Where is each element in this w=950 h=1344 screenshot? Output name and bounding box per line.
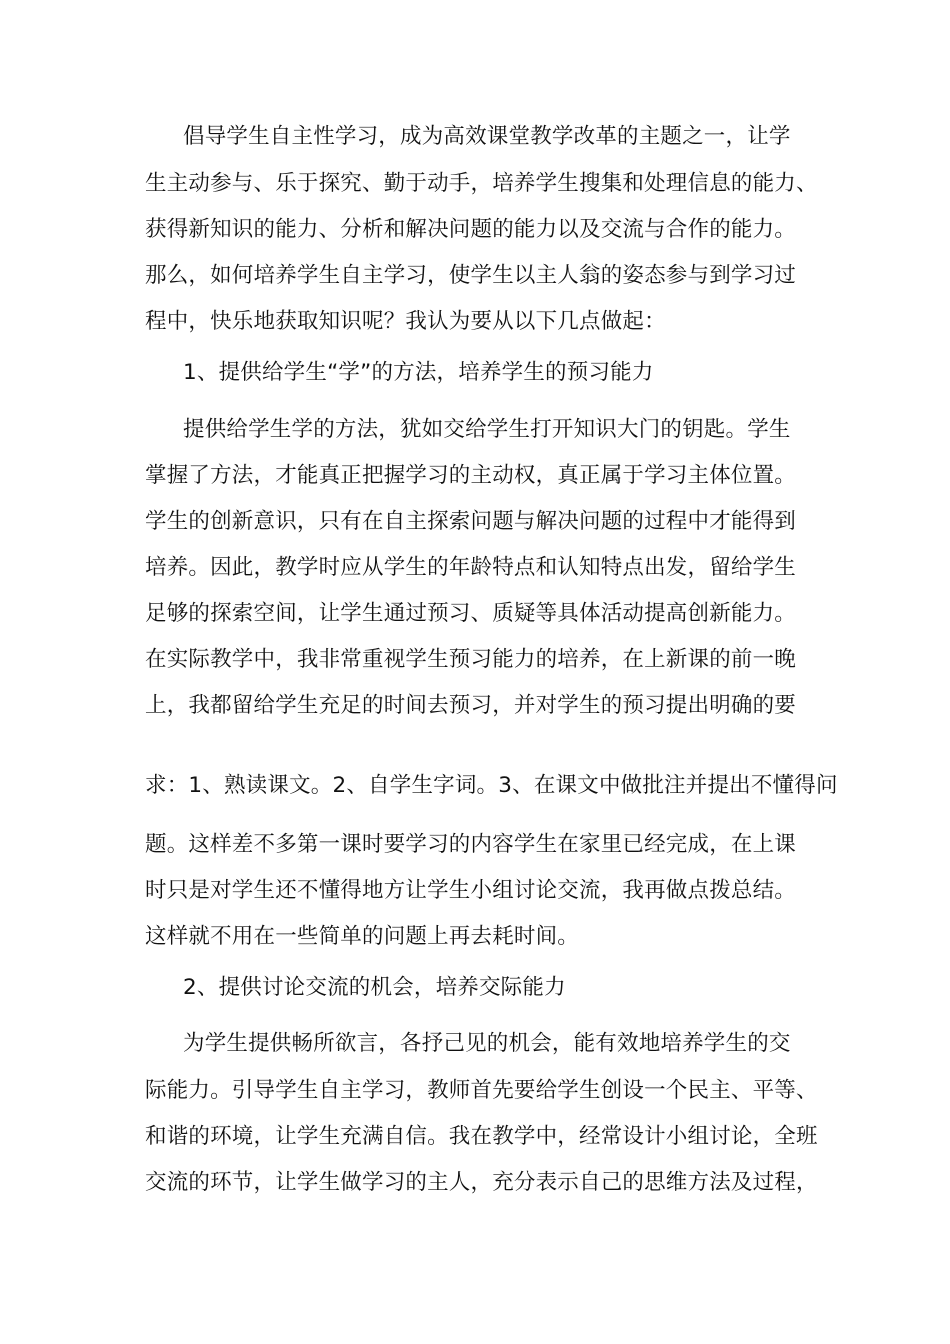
paragraph-2-line-3: 学生的创新意识，只有在自主探索问题与解决问题的过程中才能得到: [145, 509, 797, 534]
paragraph-2-line-5: 足够的探索空间，让学生通过预习、质疑等具体活动提高创新能力。: [145, 601, 797, 626]
paragraph-3-line-2: 际能力。引导学生自主学习，教师首先要给学生创设一个民主、平等、: [145, 1078, 818, 1103]
paragraph-1-line-4: 那么，如何培养学生自主学习，使学生以主人翁的姿态参与到学习过: [145, 263, 797, 288]
paragraph-2-line-6: 在实际教学中，我非常重视学生预习能力的培养，在上新课的前一晚: [145, 647, 797, 672]
paragraph-2-line-11: 这样就不用在一些简单的问题上再去耗时间。: [145, 924, 580, 949]
section-heading-1: 1、提供给学生“学”的方法，培养学生的预习能力: [183, 360, 654, 385]
section-heading-2: 2、提供讨论交流的机会，培养交际能力: [183, 975, 566, 1000]
paragraph-1-line-1: 倡导学生自主性学习，成为高效课堂教学改革的主题之一，让学: [183, 124, 791, 149]
paragraph-3-line-1: 为学生提供畅所欲言，各抒己见的机会，能有效地培养学生的交: [183, 1031, 791, 1056]
paragraph-2-line-8: 求：1、熟读课文。2、自学生字词。3、在课文中做批注并提出不懂得问: [145, 773, 838, 798]
paragraph-2-line-2: 掌握了方法，才能真正把握学习的主动权，真正属于学习主体位置。: [145, 463, 797, 488]
paragraph-2-line-7: 上，我都留给学生充足的时间去预习，并对学生的预习提出明确的要: [145, 693, 797, 718]
paragraph-1-line-3: 获得新知识的能力、分析和解决问题的能力以及交流与合作的能力。: [145, 217, 797, 242]
paragraph-2-line-10: 时只是对学生还不懂得地方让学生小组讨论交流，我再做点拨总结。: [145, 878, 797, 903]
paragraph-3-line-3: 和谐的环境，让学生充满自信。我在教学中，经常设计小组讨论，全班: [145, 1124, 818, 1149]
paragraph-2-line-4: 培养。因此，教学时应从学生的年龄特点和认知特点出发，留给学生: [145, 555, 797, 580]
paragraph-2-line-1: 提供给学生学的方法，犹如交给学生打开知识大门的钥匙。学生: [183, 417, 791, 442]
paragraph-1-line-2: 生主动参与、乐于探究、勤于动手，培养学生搜集和处理信息的能力、: [145, 171, 818, 196]
paragraph-2-line-9: 题。这样差不多第一课时要学习的内容学生在家里已经完成，在上课: [145, 832, 797, 857]
paragraph-1-line-5: 程中，快乐地获取知识呢？我认为要从以下几点做起：: [145, 309, 666, 334]
paragraph-3-line-4: 交流的环节，让学生做学习的主人，充分表示自己的思维方法及过程，: [145, 1170, 818, 1195]
